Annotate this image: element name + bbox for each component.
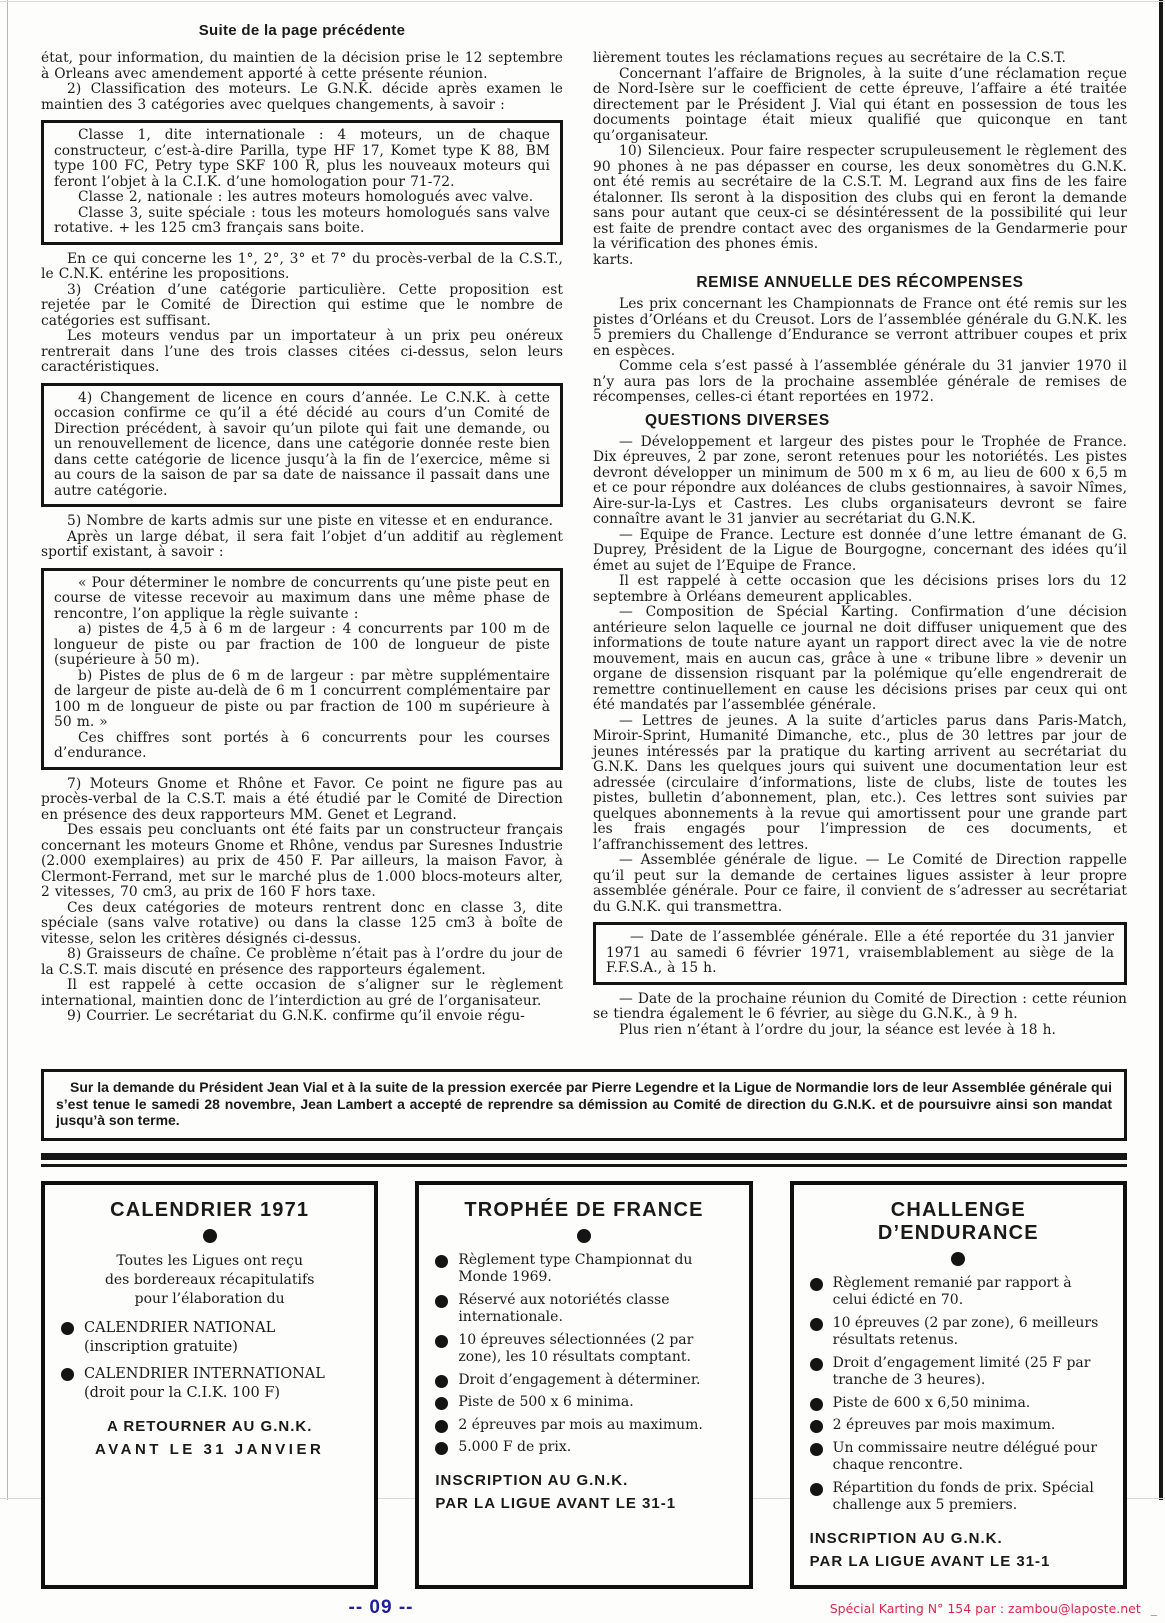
list-item-text <box>833 1315 1109 1350</box>
list-item-text <box>458 1292 734 1327</box>
paragraph: Après un large débat, il sera fait l’objet d’un additif au règlement sportif existant, à savoir : <box>41 528 563 560</box>
list-item-text <box>458 1439 734 1457</box>
box-footer-line: INSCRIPTION AU G.N.K. <box>435 1471 629 1489</box>
bullet-icon <box>810 1443 823 1456</box>
paragraph: 7) Moteurs Gnome et Rhône et Favor. Ce point ne figure pas au procès-verbal de la C.S.T. mais a été étudié par le Comité de Direction en présence des deux rapporteurs MM. Genet et Legrand. <box>41 775 563 823</box>
bullet-icon <box>810 1483 823 1496</box>
intro-line: des bordereaux récapitulatifs <box>104 1271 315 1288</box>
list-item-text <box>458 1332 734 1367</box>
box-footer <box>433 1469 734 1515</box>
paragraph: Il est rappelé à cette occasion de s’aligner sur le règlement international, maintien donc de l’interdiction au gré de l’organisateur. <box>41 977 563 1009</box>
list-item-text <box>458 1252 734 1287</box>
box-footer-line: PAR LA LIGUE AVANT LE 31-1 <box>435 1494 677 1512</box>
paragraph: 9) Courrier. Le secrétariat du G.N.K. confirme qu’il envoie régu- <box>67 1008 525 1024</box>
list-item-text <box>84 1319 360 1357</box>
paragraph: état, pour information, du maintien de la décision prise le 12 septembre à Orleans avec amendement apporté à cette présente réunion. <box>41 51 563 82</box>
bullet-icon <box>810 1358 823 1371</box>
framed-box <box>593 922 1127 985</box>
bullet-icon <box>435 1420 448 1433</box>
page-footer <box>41 1595 1157 1623</box>
list-item-text <box>833 1440 1109 1475</box>
box-intro <box>67 1252 352 1309</box>
framed-box <box>41 568 563 770</box>
paragraph: — Assemblée générale de ligue. — Le Comité de Direction rappelle qu’il peut sur la demande de certaines ligues assister à leur propre assemblée générale. Pour ce faire, il convient de s’adresser au secrétariat du G.N.K. qui transmettra. <box>593 852 1127 915</box>
paragraph: « Pour déterminer le nombre de concurrents qu’une piste peut en course de vitesse recevoir au maximum dans une même phase de rencontre, l’on applique la règle suivante : <box>54 574 550 622</box>
paragraph: Classe 2, nationale : les autres moteurs homologués avec valve. <box>78 189 534 205</box>
intro-line: Toutes les Ligues ont reçu <box>116 1252 303 1269</box>
list-item-text <box>458 1417 734 1435</box>
list-item-text <box>833 1355 1109 1390</box>
left-column <box>41 51 563 1061</box>
list-item-text <box>833 1480 1109 1515</box>
bullet-icon <box>435 1442 448 1455</box>
paragraph: 3) Création d’une catégorie particulière. Cette proposition est rejetée par le Comité de Direction qui estime que le nombre de catégories est suffisant. <box>41 281 563 329</box>
list-item <box>433 1372 734 1390</box>
box-title: CHALLENGE D’ENDURANCE <box>877 1198 1039 1244</box>
list-item <box>808 1275 1109 1310</box>
bullet-icon <box>61 1322 74 1335</box>
list-item <box>59 1319 360 1357</box>
paragraph: — Lettres de jeunes. A la suite d’articles parus dans Paris-Match, Miroir-Sprint, Humanité Dimanche, etc., plus de 30 lettres par jour de jeunes intéressés par la pratique du karting arrivent au secrétariat du G.N.K. Dans les quelques jours qui suivent une documentation leur est adressée (circulaire d’informations, liste de clubs, liste de toutes les pistes, bulletin d’abonnement, plan, etc.). Ces lettres sont suivies par quelques abonnements à la revue qui amortissent pour une grande part les frais engagés pour l’impression de ces documents, et l’affranchissement des lettres. <box>593 712 1127 853</box>
paragraph: Les prix concernant les Championnats de France ont été remis sur les pistes d’Orléans et du Creusot. Lors de l’assemblée générale du G.N.K. les 5 premiers du Challenge d’Endurance se verront attribuer coupes et prix en espèces. <box>593 296 1127 359</box>
list-item <box>433 1439 734 1457</box>
two-column-body <box>41 51 1127 1061</box>
list-item-line: CALENDRIER INTERNATIONAL <box>84 1365 325 1382</box>
bullet-icon <box>810 1420 823 1433</box>
notice-text: Sur la demande du Président Jean Vial et à la suite de la pression exercée par Pierre Legendre et la Ligue de Normandie lors de leur Assemblée générale qui s’est tenue le samedi 28 novembre, Jean Lambert a accepté de reprendre sa démission au Comité de direction du G.N.K. et de poursuivre ainsi son mandat jusqu’à son terme. <box>56 1079 1112 1128</box>
list-item-text <box>458 1394 734 1412</box>
paragraph: — Composition de Spécial Karting. Confirmation d’une décision antérieure selon laquelle ce journal ne doit diffuser uniquement que des informations de toute nature ayant un rapport direct avec la vie de notre mouvement, mais en aucun cas, grâce à une « tribune libre » devenir un organe de dissension risquant par la polémique qu’elle engendrerait de remettre continuellement en cause les décisions prises par ceux qui ont été mandatés par l’assemblée générale. <box>593 604 1127 713</box>
section-divider <box>41 1153 1127 1167</box>
list-item-line: (droit pour la C.I.K. 100 F) <box>84 1384 281 1401</box>
paragraph: En ce qui concerne les 1°, 2°, 3° et 7° du procès-verbal de la C.S.T., le C.N.K. entérine les propositions. <box>41 250 563 282</box>
box-footer-line: A RETOURNER AU G.N.K. <box>106 1417 313 1435</box>
list-item <box>808 1480 1109 1515</box>
paragraph: Plus rien n’étant à l’ordre du jour, la séance est levée à 18 h. <box>619 1021 1056 1038</box>
bullet-icon <box>810 1278 823 1291</box>
framed-box <box>41 383 563 508</box>
paragraph: 5) Nombre de karts admis sur une piste en vitesse et en endurance. <box>67 513 554 529</box>
notice-box <box>41 1069 1127 1141</box>
continuation-header: Suite de la page précédente <box>198 22 406 39</box>
bullet-icon <box>61 1368 74 1381</box>
bullet-dot-icon <box>203 1229 217 1243</box>
paragraph: karts. <box>593 251 634 268</box>
paragraph: Classe 1, dite internationale : 4 moteurs, un de chaque constructeur, c’est-à-dire Parilla, type HF 17, Komet type K 88, BM type 100 FC, Petry type SKF 100 R, plus les nouveaux moteurs qui feront l’objet à la C.I.K. d’une homologation pour 71-72. <box>54 127 550 190</box>
list-item-text <box>84 1365 360 1403</box>
framed-box <box>41 120 563 245</box>
section-heading: QUESTIONS DIVERSES <box>645 411 830 429</box>
paragraph: lièrement toutes les réclamations reçues au secrétaire de la C.S.T. <box>593 51 1066 66</box>
list-item <box>433 1332 734 1367</box>
box-footer-line: PAR LA LIGUE AVANT LE 31-1 <box>809 1552 1051 1570</box>
paragraph: a) pistes de 4,5 à 6 m de largeur : 4 concurrents par 100 m de longueur de piste ou par fraction de 100 de longueur de piste (supérieure à 50 m). <box>54 621 550 668</box>
list-item-line: Réservé aux notoriétés classe internationale. <box>458 1291 670 1325</box>
list-item-line: Un commissaire neutre délégué pour chaque rencontre. <box>832 1439 1098 1473</box>
list-item-line: Piste de 600 x 6,50 minima. <box>832 1394 1031 1411</box>
list-item <box>433 1252 734 1287</box>
paragraph: 10) Silencieux. Pour faire respecter scrupuleusement le règlement des 90 phones à ne pas dépasser en course, les deux sonomètres du G.N.K. ont été remis au secrétaire de la C.S.T. M. Legrand aux fins de les faire étalonner. Ils seront à la disposition des clubs qui en feront la demande sans pour autant que ceux-ci se désintéressent de la possibilité qui leur est faite de prendre contact avec des organismes de la Gendarmerie pour la vérification des phones émis. <box>593 143 1127 252</box>
paragraph: Concernant l’affaire de Brignoles, à la suite d’une réclamation reçue de Nord-Isère sur le coefficient de cette épreuve, l’affaire a été traitée directement par le Président J. Vial qui étant en possession de tous les documents pointage était mieux qualifié que quiconque en tant qu’organisateur. <box>593 65 1127 144</box>
paragraph: — Date de la prochaine réunion du Comité de Direction : cette réunion se tiendra également le 6 février, au siège du G.N.K., à 9 h. <box>593 990 1127 1022</box>
list-item-line: 5.000 F de prix. <box>458 1439 572 1455</box>
list-item-text <box>458 1372 734 1390</box>
list-item <box>808 1395 1109 1413</box>
intro-line: pour l’élaboration du <box>134 1290 285 1307</box>
bottom-box-trophee-de-france <box>415 1181 752 1589</box>
list-item-line: 10 épreuves sélectionnées (2 par zone), les 10 résultats comptant. <box>458 1331 694 1365</box>
list-item-line: Droit d’engagement limité (25 F par tranche de 3 heures). <box>832 1354 1091 1388</box>
list-item-line: Répartition du fonds de prix. Spécial challenge aux 5 premiers. <box>832 1479 1094 1513</box>
paragraph: — Développement et largeur des pistes pour le Trophée de France. Dix épreuves, 2 par zone, seront retenues pour les notoriétés. Les pistes devront développer un minimum de 500 m x 6 m, au lieu de 600 x 6,5 m et ce pour répondre aux doléances de clubs gestionnaires, à savoir Nîmes, Aire-sur-la-Lys et Castres. Les clubs organisateurs devront se faire connaître avant le 31 janvier au secrétariat du G.N.K. <box>593 433 1127 527</box>
paragraph: Ces deux catégories de moteurs rentrent donc en classe 3, dite spéciale (sans valve rotative) ou dans la classe 125 cm3 à boîte de vitesse, selon les critères désignés ci-dessus. <box>41 899 563 947</box>
divider-bar-thick <box>41 1153 1127 1160</box>
list-item-line: 10 épreuves (2 par zone), 6 meilleurs résultats retenus. <box>832 1314 1099 1348</box>
credit-underscore: _ <box>1150 1600 1157 1616</box>
list-item-text <box>833 1395 1109 1413</box>
paragraph: Classe 3, suite spéciale : tous les moteurs homologués sans valve rotative. + les 125 cm3 français sans boite. <box>54 204 550 236</box>
bullet-icon <box>435 1255 448 1268</box>
box-title: CALENDRIER 1971 <box>110 1198 310 1221</box>
list-item-text <box>833 1275 1109 1310</box>
list-item <box>808 1355 1109 1390</box>
paragraph: — Equipe de France. Lecture est donnée d’une lettre émanant de G. Duprey, Président de la Ligue de Bourgogne, concernant des idées qu’il émet au sujet de l’Equipe de France. <box>593 526 1127 574</box>
bullet-icon <box>435 1375 448 1388</box>
list-item <box>808 1440 1109 1475</box>
box-title: TROPHÉE DE FRANCE <box>464 1198 704 1221</box>
paragraph: Comme cela s’est passé à l’assemblée générale du 31 janvier 1970 il n’y aura pas lors de la prochaine assemblée générale de remises de récompenses, celles-ci étant reportées en 1972. <box>593 358 1127 405</box>
credit-text: Spécial Karting N° 154 par : zambou@laposte.net <box>829 1600 1141 1616</box>
section-heading: REMISE ANNUELLE DES RÉCOMPENSES <box>696 274 1024 291</box>
scan-edge-top <box>0 1 1165 2</box>
right-column <box>593 51 1127 1061</box>
announcement-boxes <box>41 1181 1127 1589</box>
paragraph: — Date de l’assemblée générale. Elle a été reportée du 31 janvier 1971 au samedi 6 février 1971, vraisemblablement au siège de la F.F.S.A., à 15 h. <box>606 929 1114 976</box>
bottom-box-challenge-d-endurance <box>790 1181 1127 1589</box>
magazine-page <box>41 22 1157 1623</box>
paragraph: 4) Changement de licence en cours d’année. Le C.N.K. à cette occasion confirme ce qu’il a été décidé au cours d’un Comité de Direction précédent, à savoir qu’un pilote qui fait une demande, ou un renouvellement de licence, dans une catégorie donnée reste bien dans cette catégorie de licence jusqu’à la fin de l’exercice, même si au cours de la saison de par sa date de naissance il passait dans une autre catégorie. <box>54 389 550 499</box>
paragraph: b) Pistes de plus de 6 m de largeur : par mètre supplémentaire de largeur de piste au-delà de 6 m 1 concurrent complémentaire par 100 m de longueur de piste ou par fraction de 100 m supérieure à 50 m. » <box>54 667 550 730</box>
list-item-text <box>833 1417 1109 1435</box>
bullet-icon <box>435 1335 448 1348</box>
list-item-line: (inscription gratuite) <box>84 1338 238 1355</box>
paragraph: Les moteurs vendus par un importateur à un prix peu onéreux rentrerait dans l’une des trois classes citées ci-dessus, selon leurs caractéristiques. <box>41 328 563 375</box>
bottom-box-calendrier-1971 <box>41 1181 378 1589</box>
box-footer <box>59 1415 360 1461</box>
list-item-line: Droit d’engagement à déterminer. <box>458 1371 701 1388</box>
bullet-icon <box>810 1398 823 1411</box>
divider-bar-thin <box>41 1164 1127 1167</box>
list-item <box>433 1292 734 1327</box>
paragraph: 2) Classification des moteurs. Le G.N.K. décide après examen le maintien des 3 catégories avec quelques changements, à savoir : <box>41 81 563 113</box>
paragraph: 8) Graisseurs de chaîne. Ce problème n’était pas à l’ordre du jour de la C.S.T. mais discuté en présence des rapporteurs également. <box>41 946 563 978</box>
list-item-line: 2 épreuves par mois au maximum. <box>458 1416 703 1433</box>
list-item-line: 2 épreuves par mois maximum. <box>832 1417 1056 1433</box>
list-item <box>433 1394 734 1412</box>
credit-line <box>830 1601 1157 1616</box>
bullet-icon <box>435 1397 448 1410</box>
box-footer-line: INSCRIPTION AU G.N.K. <box>809 1529 1003 1547</box>
list-item <box>59 1365 360 1403</box>
bullet-icon <box>435 1295 448 1308</box>
bullet-icon <box>810 1318 823 1331</box>
scan-edge-left <box>7 0 8 1500</box>
bullet-dot-icon <box>577 1229 591 1243</box>
box-footer-line: AVANT LE 31 JANVIER <box>95 1440 325 1458</box>
list-item-line: Règlement remanié par rapport à celui édicté en 70. <box>832 1274 1072 1308</box>
list-item-line: Piste de 500 x 6 minima. <box>458 1394 634 1410</box>
list-item <box>808 1417 1109 1435</box>
list-item-line: Règlement type Championnat du Monde 1969. <box>458 1251 693 1285</box>
paragraph: Ces chiffres sont portés à 6 concurrents pour les courses d’endurance. <box>54 729 550 761</box>
paragraph: Il est rappelé à cette occasion que les décisions prises lors du 12 septembre à Orléans demeurent applicables. <box>593 573 1127 605</box>
list-item <box>808 1315 1109 1350</box>
page-number: -- 09 -- <box>348 1596 414 1618</box>
scan-edge-right <box>1159 0 1163 1500</box>
bullet-dot-icon <box>951 1252 965 1266</box>
paragraph: Des essais peu concluants ont été faits par un constructeur français concernant les moteurs Gnome et Rhône, vendus par Suresnes Industrie (2.000 exemplaires) au prix de 450 F. Par ailleurs, la maison Favor, à Clermont-Ferrand, met sur le marché plus de 1.000 blocs-moteurs alter, 2 vitesses, 70 cm3, au prix de 160 F hors taxe. <box>41 822 563 900</box>
list-item-line: CALENDRIER NATIONAL <box>84 1319 276 1336</box>
box-footer <box>808 1527 1109 1573</box>
list-item <box>433 1417 734 1435</box>
